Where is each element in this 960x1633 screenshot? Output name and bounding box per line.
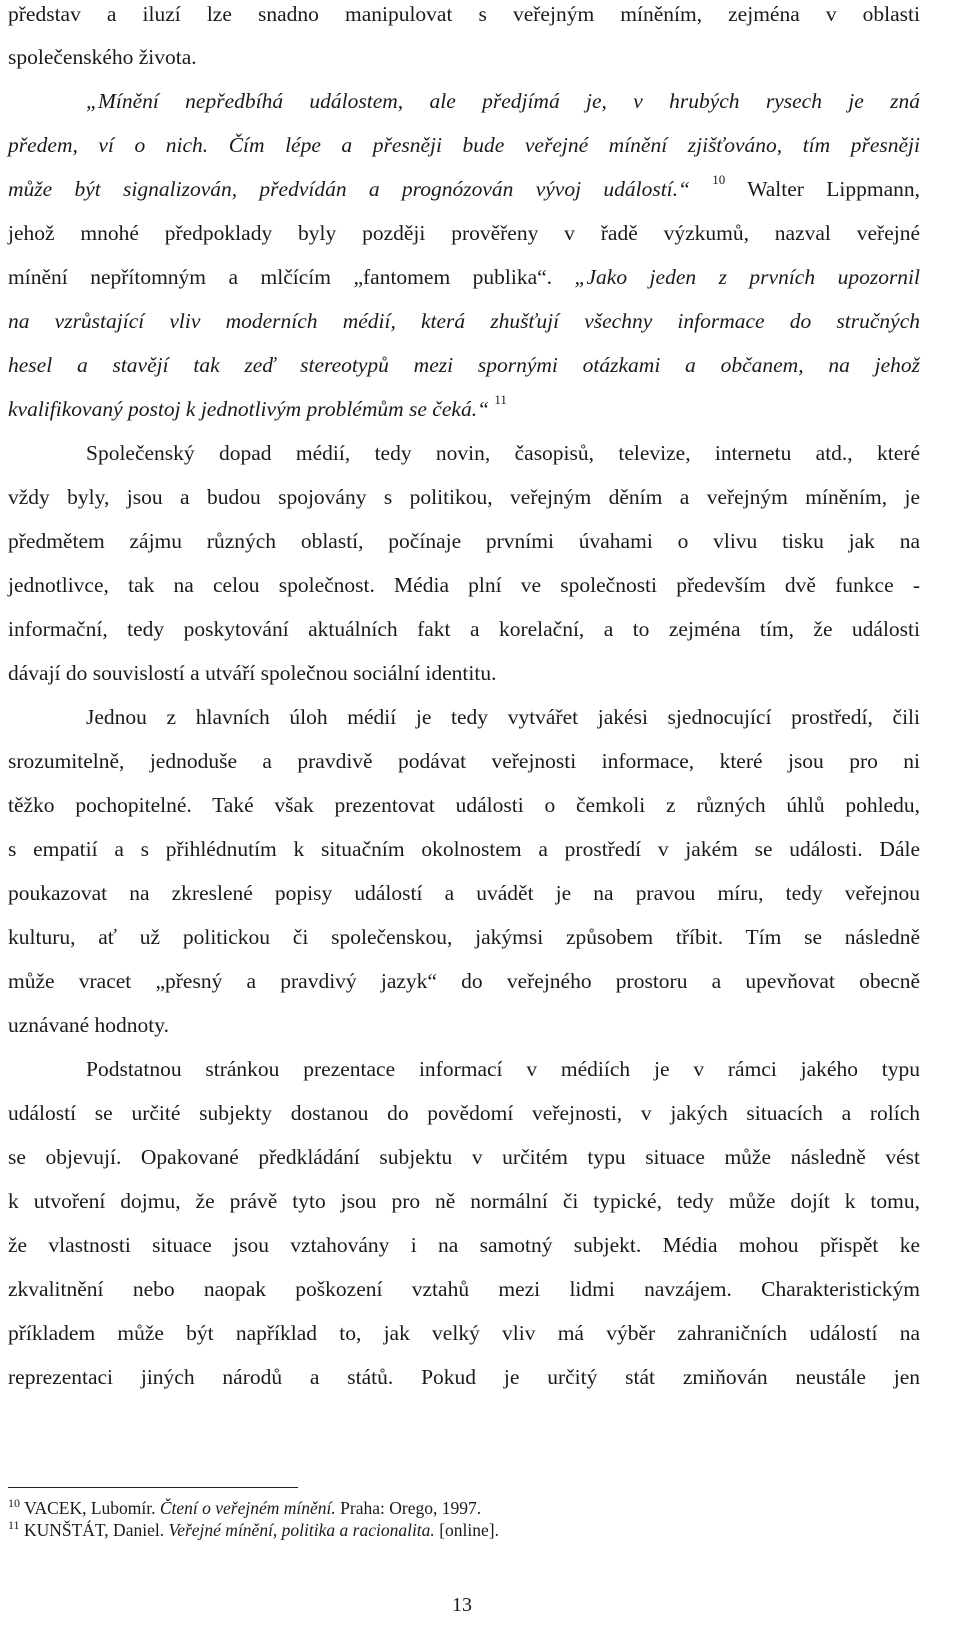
text-line	[8, 1098, 920, 1128]
text-run: kulturu, ať už politickou či společenskou, jakýmsi způsobem tříbit. Tím se následně	[8, 925, 920, 949]
text-run: Praha: Orego, 1997.	[335, 1498, 482, 1518]
text-line	[8, 218, 920, 248]
text-run: jehož mnohé předpoklady byly později prověřeny v řadě výzkumů, nazval veřejné	[8, 221, 920, 245]
text-run: těžko pochopitelné. Také však prezentovat události o čemkoli z různých úhlů pohledu,	[8, 793, 920, 817]
text-run: KUNŠTÁT, Daniel.	[23, 1520, 169, 1540]
footnote-reference: 11	[494, 391, 507, 407]
text-run: VACEK, Lubomír.	[24, 1498, 160, 1518]
text-line	[8, 391, 920, 424]
text-line	[8, 966, 920, 996]
text-run: Walter Lippmann,	[725, 177, 920, 201]
page-number: 13	[452, 1594, 472, 1616]
text-run: událostí se určité subjekty dostanou do povědomí veřejnosti, v jakých situacích a rolích	[8, 1101, 920, 1125]
text-run: že vlastnosti situace jsou vztahovány i na samotný subjekt. Média mohou přispět ke	[8, 1233, 920, 1257]
text-line	[8, 878, 920, 908]
italic-text: Veřejné mínění, politika a racionalita.	[168, 1520, 435, 1540]
text-line	[8, 702, 920, 732]
text-run: se objevují. Opakované předkládání subjektu v určitém typu situace může následně vést	[8, 1145, 920, 1169]
text-line	[8, 922, 920, 952]
footnote-number: 10	[8, 1496, 20, 1511]
text-line	[8, 262, 920, 292]
text-line	[8, 1010, 920, 1040]
footnote-separator	[8, 1487, 298, 1488]
footnote-reference: 10	[712, 171, 726, 187]
italic-text: „Mínění nepředbíhá událostem, ale předjímá je, v hrubých rysech je zná	[86, 89, 920, 113]
text-run: srozumitelně, jednoduše a pravdivě podávat veřejnosti informace, které jsou pro ni	[8, 749, 920, 773]
text-run: jednotlivce, tak na celou společnost. Média plní ve společnosti především dvě funkce -	[8, 573, 920, 597]
text-line	[8, 350, 920, 380]
footnote	[8, 1519, 499, 1541]
text-line	[8, 1274, 920, 1304]
text-line	[8, 746, 920, 776]
text-run: zkvalitnění nebo naopak poškození vztahů mezi lidmi navzájem. Charakteristickým	[8, 1277, 920, 1301]
text-run: dávají do souvislostí a utváří společnou sociální identitu.	[8, 661, 497, 685]
footnote	[8, 1497, 481, 1519]
text-line	[8, 438, 920, 468]
text-line	[8, 42, 920, 72]
text-line	[8, 526, 920, 556]
text-run: reprezentaci jiných národů a států. Pokud je určitý stát zmiňován neustále jen	[8, 1365, 920, 1389]
text-run: Jednou z hlavních úloh médií je tedy vytvářet jakési sjednocující prostředí, čili	[86, 705, 920, 729]
text-line	[8, 306, 920, 336]
text-run: může vracet „přesný a pravdivý jazyk“ do veřejného prostoru a upevňovat obecně	[8, 969, 920, 993]
text-line	[8, 658, 920, 688]
text-run: [online].	[434, 1520, 499, 1540]
text-line	[8, 0, 920, 29]
text-run: uznávané hodnoty.	[8, 1013, 169, 1037]
text-run: předmětem zájmu různých oblastí, počínaje prvními úvahami o vlivu tisku jak na	[8, 529, 920, 553]
text-line	[8, 614, 920, 644]
text-run: k utvoření dojmu, že právě tyto jsou pro ně normální či typické, tedy může dojít k tomu,	[8, 1189, 920, 1213]
text-line	[8, 171, 920, 204]
text-run: příkladem může být například to, jak velký vliv má výběr zahraničních událostí na	[8, 1321, 920, 1345]
italic-text: kvalifikovaný postoj k jednotlivým problémům se čeká.“	[8, 397, 495, 421]
text-line	[8, 1318, 920, 1348]
italic-text: „Jako jeden z prvních upozornil	[574, 265, 921, 289]
text-line	[8, 1186, 920, 1216]
text-line	[8, 834, 920, 864]
text-run: představ a iluzí lze snadno manipulovat s veřejným míněním, zejména v oblasti	[8, 2, 920, 26]
text-line	[8, 1230, 920, 1260]
text-run: Podstatnou stránkou prezentace informací v médiích je v rámci jakého typu	[86, 1057, 920, 1081]
text-line	[8, 1054, 920, 1084]
text-line	[8, 1142, 920, 1172]
text-line	[8, 1362, 920, 1392]
italic-text: hesel a stavějí tak zeď stereotypů mezi spornými otázkami a občanem, na jehož	[8, 353, 920, 377]
italic-text: může být signalizován, předvídán a prognózován vývoj událostí.“	[8, 177, 713, 201]
text-run: s empatií a s přihlédnutím k situačním okolnostem a prostředí v jakém se události. Dále	[8, 837, 920, 861]
italic-text: Čtení o veřejném mínění.	[159, 1498, 336, 1518]
text-line	[8, 482, 920, 512]
text-run: společenského života.	[8, 45, 197, 69]
italic-text: na vzrůstající vliv moderních médií, která zhušťují všechny informace do stručných	[8, 309, 920, 333]
footnote-number: 11	[8, 1518, 20, 1533]
text-run: Společenský dopad médií, tedy novin, časopisů, televize, internetu atd., které	[86, 441, 920, 465]
italic-text: předem, ví o nich. Čím lépe a přesněji bude veřejné mínění zjišťováno, tím přesněji	[8, 133, 920, 157]
text-line	[8, 570, 920, 600]
text-line	[8, 130, 920, 160]
text-run: mínění nepřítomným a mlčícím „fantomem publika“.	[8, 265, 575, 289]
text-run: poukazovat na zkreslené popisy událostí a uvádět je na pravou míru, tedy veřejnou	[8, 881, 920, 905]
text-run: vždy byly, jsou a budou spojovány s politikou, veřejným děním a veřejným míněním, je	[8, 485, 920, 509]
text-line	[8, 86, 920, 116]
text-run: informační, tedy poskytování aktuálních fakt a korelační, a to zejména tím, že události	[8, 617, 920, 641]
text-line	[8, 790, 920, 820]
